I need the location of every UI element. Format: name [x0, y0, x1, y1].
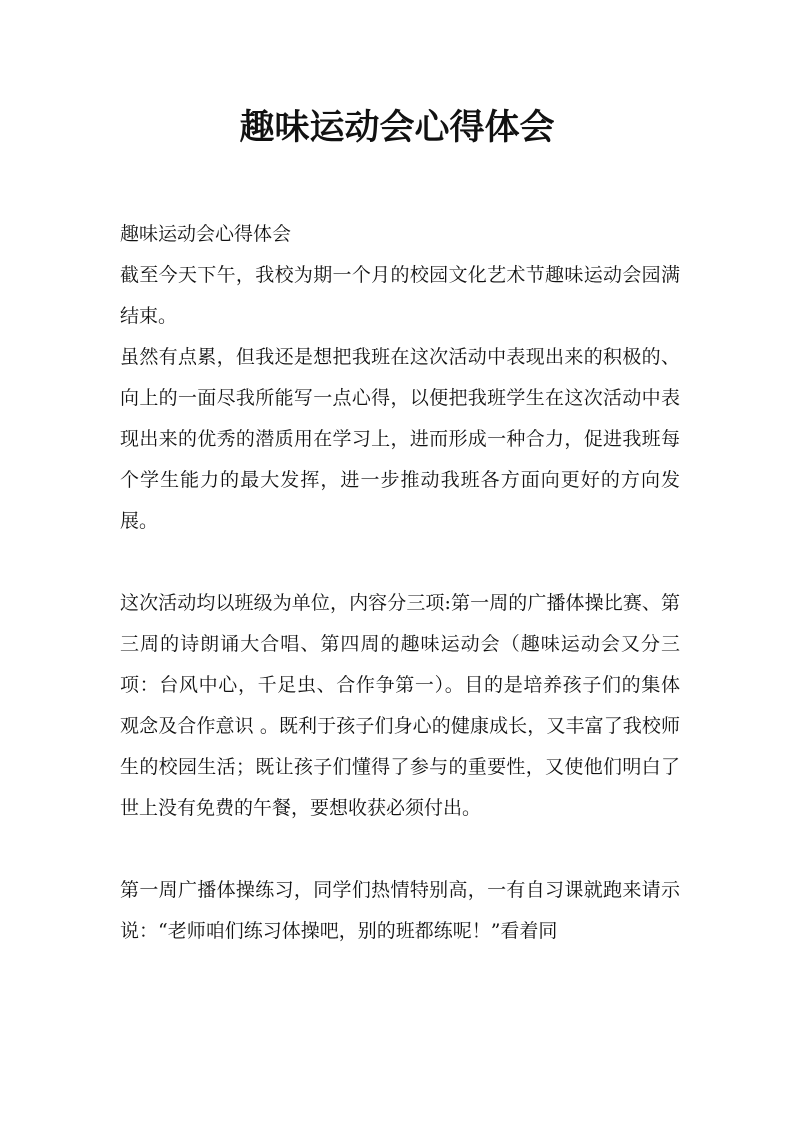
paragraph-reflection: 虽然有点累，但我还是想把我班在这次活动中表现出来的积极的、向上的一面尽我所能写一点心得，以便把我班学生在这次活动中表现出来的优秀的潜质用在学习上，进而形成一种合力，促进我班每个学生能力的最大发挥，进一步推动我班各方面向更好的方向发展。 [120, 346, 680, 532]
paragraph-activities: 这次活动均以班级为单位，内容分三项:第一周的广播体操比赛、第三周的诗朗诵大合唱、第四周的趣味运动会（趣味运动会又分三项：台风中心，千足虫、合作争第一）。目的是培养孩子们的集体观念及合作意识 。既利于孩子们身心的健康成长，又丰富了我校师生的校园生活；既让孩子们懂得了参与的重要性，又使他们明白了世上没有免费的午餐，要想收获必须付出。 [120, 592, 680, 819]
paragraph-first-week: 第一周广播体操练习，同学们热情特别高，一有自习课就跑来请示说：“老师咱们练习体操吧，别的班都练呢！”看着同 [120, 879, 680, 942]
paragraph-subtitle: 趣味运动会心得体会 [120, 223, 292, 245]
document-body [120, 214, 680, 952]
document-title: 趣味运动会心得体会 [239, 107, 555, 148]
paragraph-intro: 截至今天下午，我校为期一个月的校园文化艺术节趣味运动会园满结束。 [120, 264, 680, 327]
